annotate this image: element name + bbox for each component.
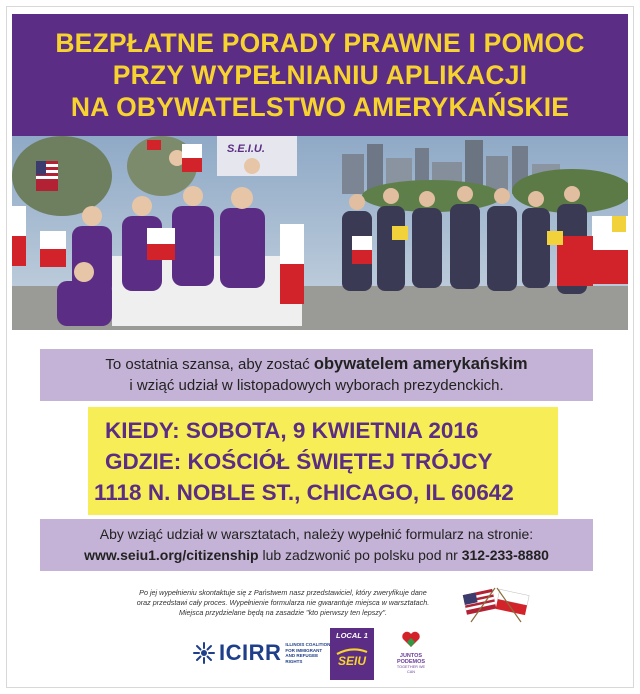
intro-box <box>40 349 593 401</box>
group-photo <box>12 136 628 330</box>
event-address: 1118 N. NOBLE ST., CHICAGO, IL 60642 <box>94 479 514 505</box>
signup-url-link[interactable]: www.seiu1.org/citizenship <box>84 547 259 563</box>
signup-line-1: Aby wziąć udział w warsztatach, należy wypełnić formularz na stronie: <box>99 526 534 542</box>
intro-bold-text: obywatelem amerykańskim <box>313 355 528 373</box>
intro-line-1 <box>105 354 527 375</box>
seiu-logo <box>330 628 374 680</box>
swoosh-icon <box>336 648 368 656</box>
signup-box <box>40 519 593 571</box>
signup-phone[interactable]: 312-233-8880 <box>461 547 549 563</box>
headline-line-1: BEZPŁATNE PORADY PRAWNE I POMOC <box>55 28 585 58</box>
fine-print <box>118 588 448 618</box>
fine-print-line-3: Miejsca przydzielane będą na zasadzie "kto pierwszy ten lepszy". <box>178 608 388 617</box>
headline-line-2: PRZY WYPEŁNIANIU APLIKACJI <box>112 60 528 90</box>
fine-print-line-2: oraz przedstawi cały proces. Wypełnienie formularza nie gwarantuje miejsca w warsztatach. <box>136 598 430 607</box>
sunburst-icon <box>193 642 215 664</box>
juntos-subtitle: TOGETHER WE CAN <box>396 665 426 674</box>
juntos-podemos-logo <box>393 630 429 674</box>
intro-text: To ostatnia szansa, aby zostać <box>105 356 314 373</box>
icirr-logo <box>193 640 331 666</box>
event-where: GDZIE: KOŚCIÓŁ ŚWIĘTEJ TRÓJCY <box>105 448 493 474</box>
headline-line-3: NA OBYWATELSTWO AMERYKAŃSKIE <box>70 92 570 122</box>
heart-icon <box>401 630 421 648</box>
crossed-flags-icon <box>461 584 531 624</box>
juntos-title: JUNTOS PODEMOS <box>396 653 426 665</box>
banner-text: S.E.I.U. <box>227 143 265 155</box>
seiu-local-label: LOCAL 1 <box>336 631 368 640</box>
group-photo-illustration <box>12 136 628 330</box>
seiu-wordmark: SEIU <box>337 654 366 668</box>
intro-line-2: i wziąć udział w listopadowych wyborach prezydenckich. <box>129 377 504 394</box>
icirr-subtitle: ILLINOIS COALITION FOR IMMIGRANT AND REFUGEE RIGHTS <box>285 642 331 664</box>
headline-banner <box>12 14 628 136</box>
signup-line-2 <box>84 545 549 566</box>
icirr-wordmark: ICIRR <box>219 640 282 665</box>
signup-middle-text: lub zadzwonić po polsku pod nr <box>258 547 462 563</box>
event-details-box <box>88 407 558 515</box>
fine-print-line-1: Po jej wypełnieniu skontaktuje się z Państwem nasz przedstawiciel, który zweryfikuje dane <box>139 588 427 597</box>
event-when: KIEDY: SOBOTA, 9 KWIETNIA 2016 <box>105 417 479 443</box>
